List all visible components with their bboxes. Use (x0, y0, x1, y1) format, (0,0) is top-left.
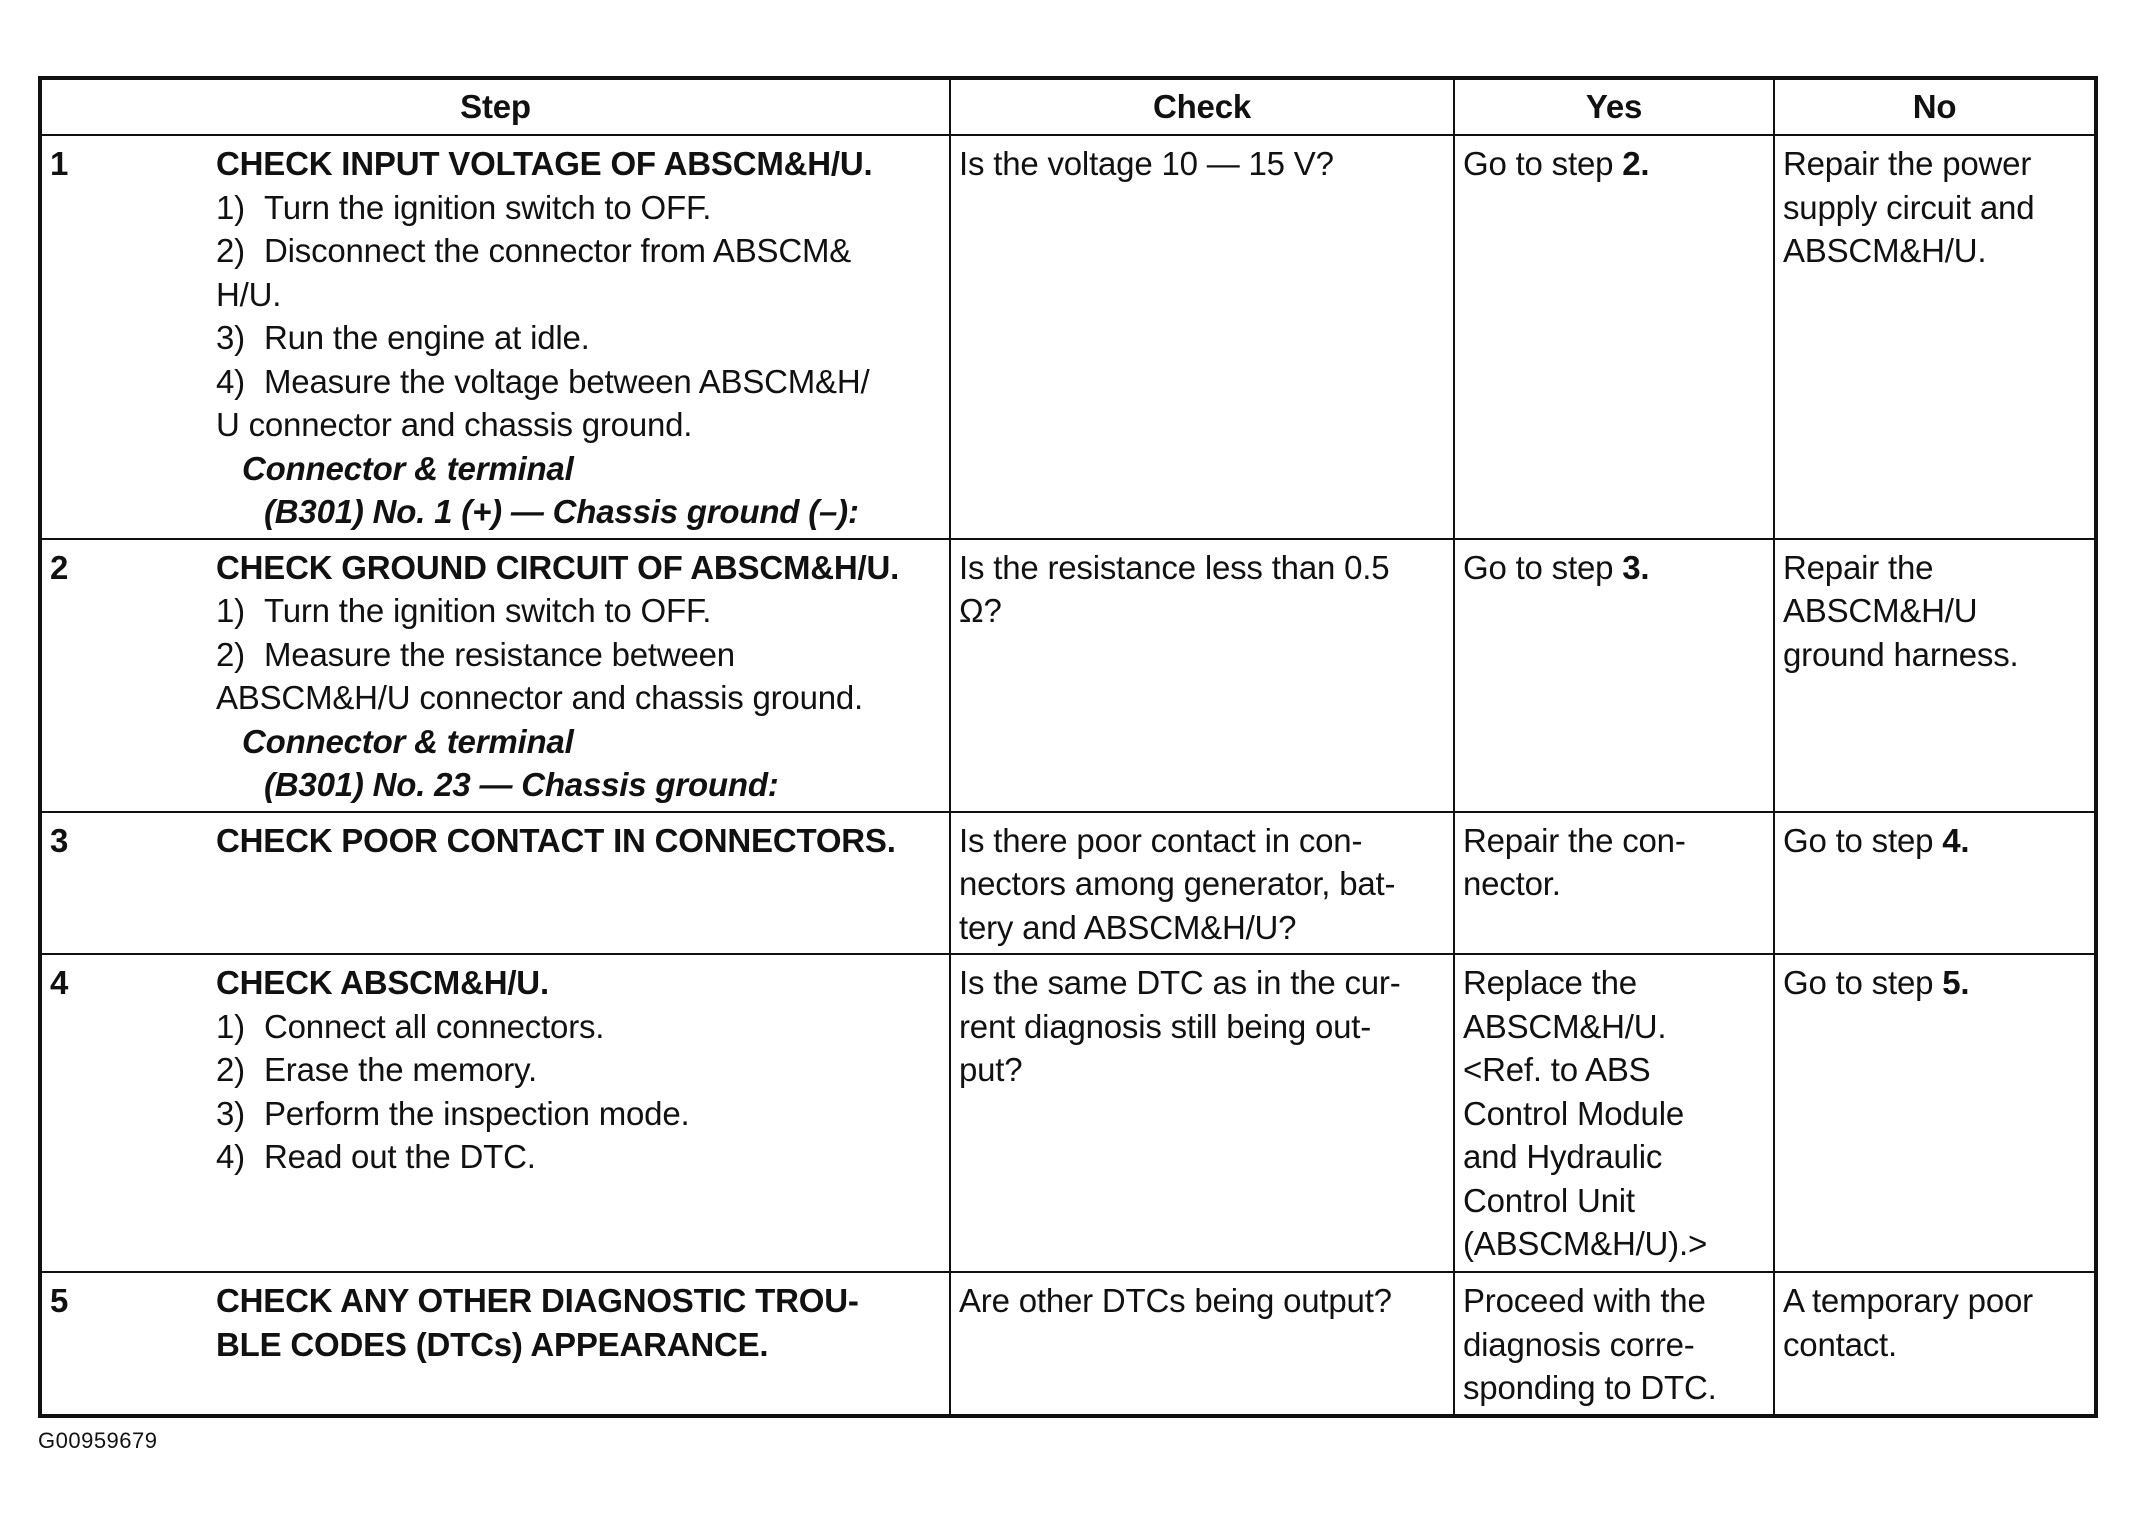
step-number: 4 (40, 954, 208, 1272)
yes-text: <Ref. to ABS (1463, 1051, 1651, 1088)
figure-id: G00959679 (38, 1428, 158, 1453)
substep-number: 1) (216, 1007, 245, 1045)
table-row (40, 1272, 2096, 1416)
substep (216, 1135, 941, 1179)
check-text: tery and ABSCM&H/U? (959, 908, 1297, 946)
no-cell (1774, 539, 2096, 812)
check-cell (950, 135, 1454, 539)
substep-number: 4) (216, 362, 245, 400)
substep-number: 1) (216, 188, 245, 226)
no-cell (1774, 954, 2096, 1272)
yes-cell (1454, 954, 1774, 1272)
step-cell (208, 954, 950, 1272)
step-cell (208, 539, 950, 812)
no-text: ground harness. (1783, 635, 2019, 673)
table-row (40, 812, 2096, 955)
header-step: Step (40, 78, 950, 135)
substep (216, 633, 941, 677)
substep-number: 4) (216, 1138, 245, 1175)
diagnostic-table (38, 76, 2098, 1418)
step-title: CHECK POOR CONTACT IN CONNECTORS. (216, 821, 896, 859)
yes-text: and Hydraulic (1463, 1138, 1663, 1175)
step-title: CHECK ABSCM&H/U. (216, 964, 549, 1001)
substep-text: Measure the voltage between ABSCM&H/ (264, 362, 870, 400)
table-row (40, 954, 2096, 1272)
substep-text: Read out the DTC. (264, 1138, 536, 1175)
step-number: 1 (40, 135, 208, 539)
substep (216, 229, 941, 273)
yes-cell (1454, 539, 1774, 812)
substep-text: Measure the resistance between (264, 635, 735, 673)
no-text: ABSCM&H/U. (1783, 232, 1987, 269)
substep-text: Run the engine at idle. (264, 319, 590, 356)
yes-text: Go to step (1463, 548, 1623, 586)
yes-text: Replace the (1463, 964, 1637, 1001)
substep-number: 2) (216, 232, 245, 269)
yes-text: diagnosis corre- (1463, 1325, 1695, 1363)
header-yes: Yes (1454, 78, 1774, 135)
step-reference: 2. (1622, 145, 1650, 182)
no-cell (1774, 135, 2096, 539)
substep-number: 1) (216, 592, 245, 629)
substep-number: 2) (216, 635, 245, 673)
substep-number: 3) (216, 1094, 245, 1132)
step-title: BLE CODES (DTCs) APPEARANCE. (216, 1325, 769, 1363)
no-text: Repair the power (1783, 145, 2032, 182)
terminal-label: Connector & terminal (242, 449, 574, 487)
check-text: Ω? (959, 592, 1002, 629)
terminal-value: (B301) No. 1 (+) — Chassis ground (–): (264, 493, 859, 530)
substep-continuation: ABSCM&H/U connector and chassis ground. (216, 679, 864, 716)
no-cell (1774, 812, 2096, 955)
check-cell (950, 954, 1454, 1272)
substep (216, 1005, 941, 1049)
substep-number: 2) (216, 1051, 245, 1088)
header-no: No (1774, 78, 2096, 135)
no-text: ABSCM&H/U (1783, 592, 1978, 629)
yes-cell (1454, 812, 1774, 955)
yes-text: nector. (1463, 865, 1561, 902)
check-text: put? (959, 1051, 1023, 1088)
terminal-label: Connector & terminal (242, 722, 574, 760)
step-cell (208, 812, 950, 955)
yes-cell (1454, 135, 1774, 539)
substep-text: Perform the inspection mode. (264, 1094, 690, 1132)
step-number: 2 (40, 539, 208, 812)
step-title: CHECK ANY OTHER DIAGNOSTIC TROU- (216, 1282, 859, 1319)
step-title: CHECK GROUND CIRCUIT OF ABSCM&H/U. (216, 548, 900, 586)
table-header-row (40, 78, 2096, 135)
no-text: Repair the (1783, 548, 1934, 586)
step-title: CHECK INPUT VOLTAGE OF ABSCM&H/U. (216, 145, 873, 182)
table-row (40, 539, 2096, 812)
check-cell (950, 539, 1454, 812)
substep (216, 360, 941, 404)
no-text: contact. (1783, 1325, 1897, 1363)
substep-text: Turn the ignition switch to OFF. (264, 188, 712, 226)
no-text: Go to step (1783, 821, 1943, 859)
yes-text: Repair the con- (1463, 821, 1686, 859)
substep (216, 589, 941, 633)
substep (216, 1092, 941, 1136)
check-cell (950, 812, 1454, 955)
yes-text: (ABSCM&H/U).> (1463, 1225, 1708, 1262)
check-text: Is there poor contact in con- (959, 821, 1363, 859)
yes-cell (1454, 1272, 1774, 1416)
substep (216, 186, 941, 230)
step-cell (208, 135, 950, 539)
substep (216, 1048, 941, 1092)
substep-number: 3) (216, 319, 245, 356)
step-reference: 5. (1942, 964, 1970, 1001)
yes-text: Proceed with the (1463, 1282, 1706, 1319)
check-text: Is the voltage 10 — 15 V? (959, 145, 1334, 182)
substep-continuation: H/U. (216, 275, 282, 313)
step-cell (208, 1272, 950, 1416)
substep (216, 316, 941, 360)
substep-text: Disconnect the connector from ABSCM& (264, 232, 852, 269)
step-reference: 3. (1622, 548, 1650, 586)
no-text: A temporary poor (1783, 1282, 2033, 1319)
yes-text: sponding to DTC. (1463, 1369, 1717, 1406)
terminal-value: (B301) No. 23 — Chassis ground: (264, 766, 779, 803)
no-text: supply circuit and (1783, 188, 2035, 226)
yes-text: Control Unit (1463, 1181, 1635, 1219)
substep-continuation: U connector and chassis ground. (216, 406, 693, 443)
yes-text: ABSCM&H/U. (1463, 1007, 1667, 1045)
table-row (40, 135, 2096, 539)
check-text: Are other DTCs being output? (959, 1282, 1392, 1319)
yes-text: Control Module (1463, 1094, 1684, 1132)
check-text: Is the resistance less than 0.5 (959, 548, 1390, 586)
no-cell (1774, 1272, 2096, 1416)
check-text: Is the same DTC as in the cur- (959, 964, 1401, 1001)
substep-text: Erase the memory. (264, 1051, 537, 1088)
step-reference: 4. (1942, 821, 1970, 859)
check-cell (950, 1272, 1454, 1416)
yes-text: Go to step (1463, 145, 1623, 182)
step-number: 3 (40, 812, 208, 955)
step-number: 5 (40, 1272, 208, 1416)
substep-text: Turn the ignition switch to OFF. (264, 592, 712, 629)
substep-text: Connect all connectors. (264, 1007, 605, 1045)
no-text: Go to step (1783, 964, 1943, 1001)
check-text: nectors among generator, bat- (959, 865, 1396, 902)
header-check: Check (950, 78, 1454, 135)
check-text: rent diagnosis still being out- (959, 1007, 1372, 1045)
